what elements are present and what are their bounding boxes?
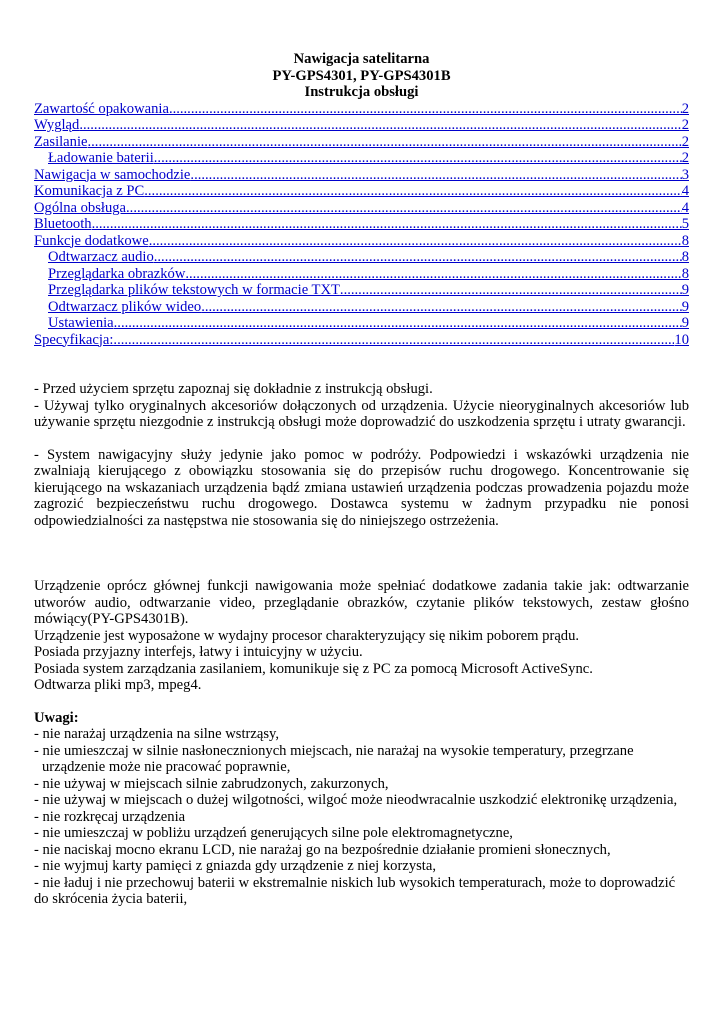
toc-link-wyglad[interactable]: Wygląd ..... 2 (34, 117, 689, 134)
title-line-3: Instrukcja obsługi (304, 84, 419, 100)
note-item: - nie wyjmuj karty pamięci z gniazda gdy urządzenie z niej korzysta, (34, 858, 436, 874)
table-of-contents (34, 101, 689, 349)
note-item: - nie umieszczaj w pobliżu urządzeń generujących silne pole elektromagnetyczne, (34, 825, 513, 841)
toc-link-zawartosc[interactable]: Zawartość opakowania ..... 2 (34, 101, 689, 118)
note-item: urządzenie może nie pracować poprawnie, (42, 759, 291, 775)
toc-link-obrazki[interactable]: Przeglądarka obrazków ..... 8 (34, 266, 689, 283)
note-item: - nie narażaj urządzenia na silne wstrząsy, (34, 726, 279, 742)
toc-link-zasilanie[interactable]: Zasilanie ..... 2 (34, 134, 689, 151)
note-item: - nie naciskaj mocno ekranu LCD, nie narażaj go na bezpośrednie działanie promieni słonecznych, (34, 841, 611, 858)
intro-processor: Urządzenie jest wyposażone w wydajny procesor charakteryzujący się nikim poborem prądu. (34, 627, 580, 644)
note-item: - nie rozkręcaj urządzenia (34, 808, 186, 825)
toc-link-obsluga[interactable]: Ogólna obsługa ..... 4 (34, 200, 689, 217)
warning-navigation-aid: - System nawigacyjny służy jedynie jako pomoc w podróży. Podpowiedzi i wskazówki urządzenia nie zwalniają kierującego z obowiązku stosowania się do przepisów ruchu drogowego. Koncentrowanie się kierującego na wskazaniach urządzenia bądź zmiana ustawień urządzenia podczas prowadzenia pojazdu może zagrozić bezpieczeństwu ruchu drogowego. Dostawca systemu w żadnym przypadku nie ponosi odpowiedzialności za następstwa nie stosowania się do niniejszego ostrzeżenia. (34, 446, 689, 529)
title-line-1: Nawigacja satelitarna (293, 51, 430, 67)
toc-link-ladowanie[interactable]: Ładowanie baterii ..... 2 (34, 150, 689, 167)
note-item: - nie używaj w miejscach silnie zabrudzonych, zakurzonych, (34, 775, 389, 792)
toc-link-funkcje[interactable]: Funkcje dodatkowe ..... 8 (34, 233, 689, 250)
toc-link-audio[interactable]: Odtwarzacz audio ..... 8 (34, 249, 689, 266)
warning-read-manual: - Przed użyciem sprzętu zapoznaj się dokładnie z instrukcją obsługi. (34, 381, 433, 397)
toc-link-specyfikacja[interactable]: Specyfikacja: ..... 10 (34, 332, 689, 349)
intro-formats: Odtwarza pliki mp3, mpeg4. (34, 677, 202, 693)
note-item: do skrócenia życia baterii, (34, 891, 188, 907)
document-page (34, 51, 689, 908)
note-item: - nie umieszczaj w silnie nasłonecznionych miejscach, nie narażaj na wysokie temperatury, przegrzane (34, 742, 634, 759)
warning-original-accessories: - Używaj tylko oryginalnych akcesoriów dołączonych od urządzenia. Użycie nieoryginalnych akcesoriów lub używanie sprzętu niezgodnie z instrukcją obsługi może doprowadzić do uszkodzenia sprzętu i utraty gwarancji. (34, 397, 689, 430)
toc-link-nawigacja[interactable]: Nawigacja w samochodzie ..... 3 (34, 167, 689, 184)
notes-heading: Uwagi: (34, 709, 79, 726)
toc-link-komunikacja[interactable]: Komunikacja z PC ..... 4 (34, 183, 689, 200)
intro-features: Urządzenie oprócz głównej funkcji nawigowania może spełniać dodatkowe zadania takie jak: odtwarzanie utworów audio, odtwarzanie video, przeglądanie obrazków, czytanie plików tekstowych, zestaw głośno mówiący(PY-GPS4301B). (34, 578, 689, 627)
intro-power: Posiada system zarządzania zasilaniem, komunikuje się z PC za pomocą Microsoft ActiveSync. (34, 660, 593, 677)
note-item: - nie ładuj i nie przechowuj baterii w ekstremalnie niskich lub wysokich temperaturach, może to doprowadzić (34, 874, 676, 891)
note-item: - nie używaj w miejscach o dużej wilgotności, wilgoć może nieodwracalnie uszkodzić elektronikę urządzenia, (34, 792, 678, 808)
intro-interface: Posiada przyjazny interfejs, łatwy i intuicyjny w użyciu. (34, 644, 363, 660)
toc-link-ustawienia[interactable]: Ustawienia ..... 9 (34, 315, 689, 332)
toc-link-wideo[interactable]: Odtwarzacz plików wideo ..... 9 (34, 299, 689, 316)
toc-link-txt[interactable]: Przeglądarka plików tekstowych w formacie TXT ..... 9 (34, 282, 689, 299)
title-line-2: PY-GPS4301, PY-GPS4301B (272, 67, 451, 84)
toc-link-bluetooth[interactable]: Bluetooth ..... 5 (34, 216, 689, 233)
